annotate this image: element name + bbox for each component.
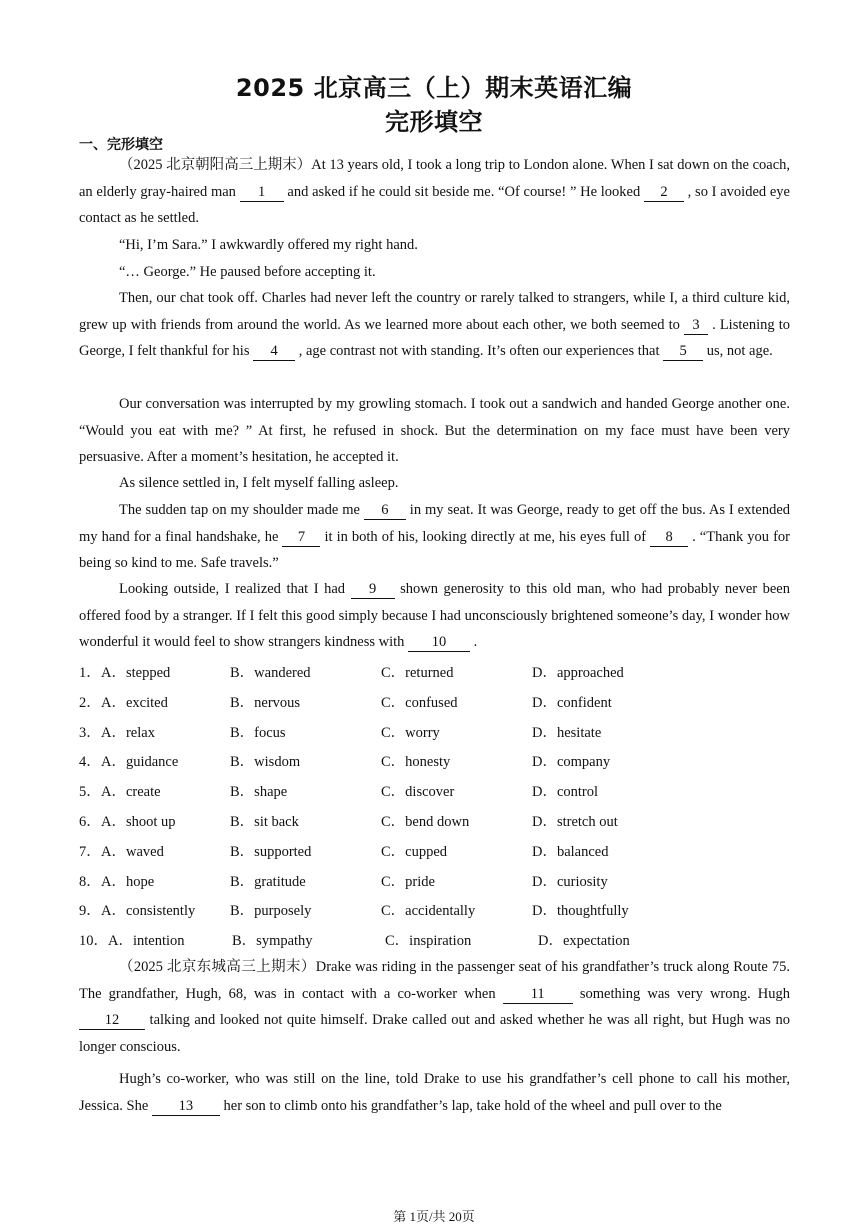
option-a: A．excited [101,694,168,711]
passage1-paragraph5: Our conversation was interrupted by my growling stomach. I took out a sandwich and handed George another one. “Would you eat with me? ” At first, he refused in shock. But the determination on my face must have been very persuasive. After a moment’s hesitation, he accepted it. [79,396,790,465]
page-footer: 第 1页/共 20页 [393,1209,475,1224]
option-c: C．returned [381,665,454,681]
option-b: B．shape [230,784,288,801]
option-a: A．guidance [101,754,179,771]
blank-11: 11 [503,985,573,1004]
option-d: D．confident [532,694,612,711]
question-number: 2． [79,694,101,711]
option-b: B．gratitude [230,873,306,890]
blank-12: 12 [79,1011,145,1030]
blank-6: 6 [364,501,406,520]
passage1-paragraph1: （2025 北京朝阳高三上期末）At 13 years old, I took a long trip to London alone. When I sat down on the coach, an elderly gray-haired man 1 and asked if he could sit beside me. “Of course! ” He looked 2 , so I avoided eye contact as he settled. [79,157,791,226]
option-c: C．inspiration [385,933,472,950]
question-number: 3． [79,724,101,741]
blank-5: 5 [663,342,703,361]
option-d: D．control [532,784,599,801]
passage2-paragraph1: （2025 北京东城高三上期末）Drake was riding in the passenger seat of his grandfather’s truck along Route 75. The grandfather, Hugh, 68, was in contact with a co-worker when 11 something was very wrong. Hugh 12 talking and looked not quite himself. Drake called out and asked whether he was all right, but Hugh was no longer conscious. [79,959,790,1055]
passage1-paragraph6: As silence settled in, I felt myself falling asleep. [119,475,399,491]
passage1-paragraph8: Looking outside, I realized that I had 9 shown generosity to this old man, who had probably never been offered food by a stranger. If I felt this good simply because I had unconsciously brightened someone’s day, I wonder how wonderful it would feel to show strangers kindness with 10 . [79,581,790,650]
option-c: C．honesty [381,754,451,771]
blank-1: 1 [240,183,284,202]
option-c: C．discover [381,784,455,801]
option-c: C．cupped [381,843,448,860]
option-c: C．pride [381,873,435,890]
passage1-paragraph7: The sudden tap on my shoulder made me 6 in my seat. It was George, ready to get off the bus. As I extended my hand for a final handshake, he 7 it in both of his, looking directly at me, his eyes full of 8 . “Thank you for being so kind to me. Safe travels.” [79,502,791,571]
option-d: D．company [532,754,611,771]
option-row-6 [79,806,790,836]
passage1-paragraph2: “Hi, I’m Sara.” I awkwardly offered my right hand. [119,237,418,253]
option-c: C．confused [381,694,458,711]
option-a: A．create [101,784,161,801]
option-row-8 [79,866,790,896]
option-a: A．intention [108,933,185,950]
option-row-4 [79,746,790,776]
option-b: B．nervous [230,694,301,711]
question-number: 8． [79,873,101,890]
option-d: D．expectation [538,933,630,950]
option-d: D．curiosity [532,873,608,890]
question-number: 7． [79,843,101,860]
question-number: 10． [79,933,108,950]
option-c: C．bend down [381,813,470,830]
passage1-source: （2025 北京朝阳高三上期末） [119,157,312,173]
passage1-paragraph3: “… George.” He paused before accepting it. [119,264,376,280]
question-number: 9． [79,903,101,920]
option-a: A．shoot up [101,813,176,830]
blank-10: 10 [408,633,470,652]
passage2-paragraph2: Hugh’s co-worker, who was still on the line, told Drake to use his grandfather’s cell phone to call his mother, Jessica. She 13 her son to climb onto his grandfather’s lap, take hold of the wheel and pull over to the [79,1071,790,1114]
option-d: D．balanced [532,843,609,860]
option-b: B．wisdom [230,754,301,771]
option-row-5 [79,776,790,806]
option-row-9 [79,895,790,925]
blank-3: 3 [684,316,708,335]
passage1-paragraph4: Then, our chat took off. Charles had never left the country or rarely talked to strangers, while I, a third culture kid, grew up with friends from around the world. As we learned more about each other, we both seemed to 3 . Listening to George, I felt thankful for his 4 , age contrast not with standing. It’s often our experiences that 5 us, not age. [79,290,790,359]
option-a: A．hope [101,873,155,890]
blank-4: 4 [253,342,295,361]
passage2-source: （2025 北京东城高三上期末） [119,959,316,975]
option-row-7 [79,836,790,866]
options-list [79,657,790,955]
option-a: A．consistently [101,903,196,920]
option-c: C．worry [381,724,440,741]
option-d: D．approached [532,665,624,681]
option-b: B．wandered [230,665,311,681]
option-a: A．waved [101,843,164,860]
option-b: B．purposely [230,903,312,920]
option-c: C．accidentally [381,903,476,920]
option-a: A．stepped [101,665,171,681]
option-row-1 [79,657,790,687]
question-number: 5． [79,784,101,801]
option-b: B．sympathy [232,933,313,950]
option-a: A．relax [101,724,155,741]
option-row-2 [79,687,790,717]
blank-7: 7 [282,528,320,547]
question-number: 6． [79,813,101,830]
option-b: B．focus [230,724,286,741]
document-subtitle: 完形填空 [385,108,483,136]
option-row-3 [79,717,790,747]
option-d: D．hesitate [532,724,602,741]
blank-8: 8 [650,528,688,547]
document-title: 2025 北京高三（上）期末英语汇编 [235,74,633,102]
blank-2: 2 [644,183,684,202]
question-number: 1． [79,665,101,681]
option-row-10 [79,925,790,955]
question-number: 4． [79,754,101,771]
section-title: 一、完形填空 [79,137,163,153]
option-d: D．thoughtfully [532,903,629,920]
blank-9: 9 [351,580,395,599]
option-d: D．stretch out [532,813,618,830]
option-b: B．supported [230,843,312,860]
blank-13: 13 [152,1097,220,1116]
option-b: B．sit back [230,813,299,830]
